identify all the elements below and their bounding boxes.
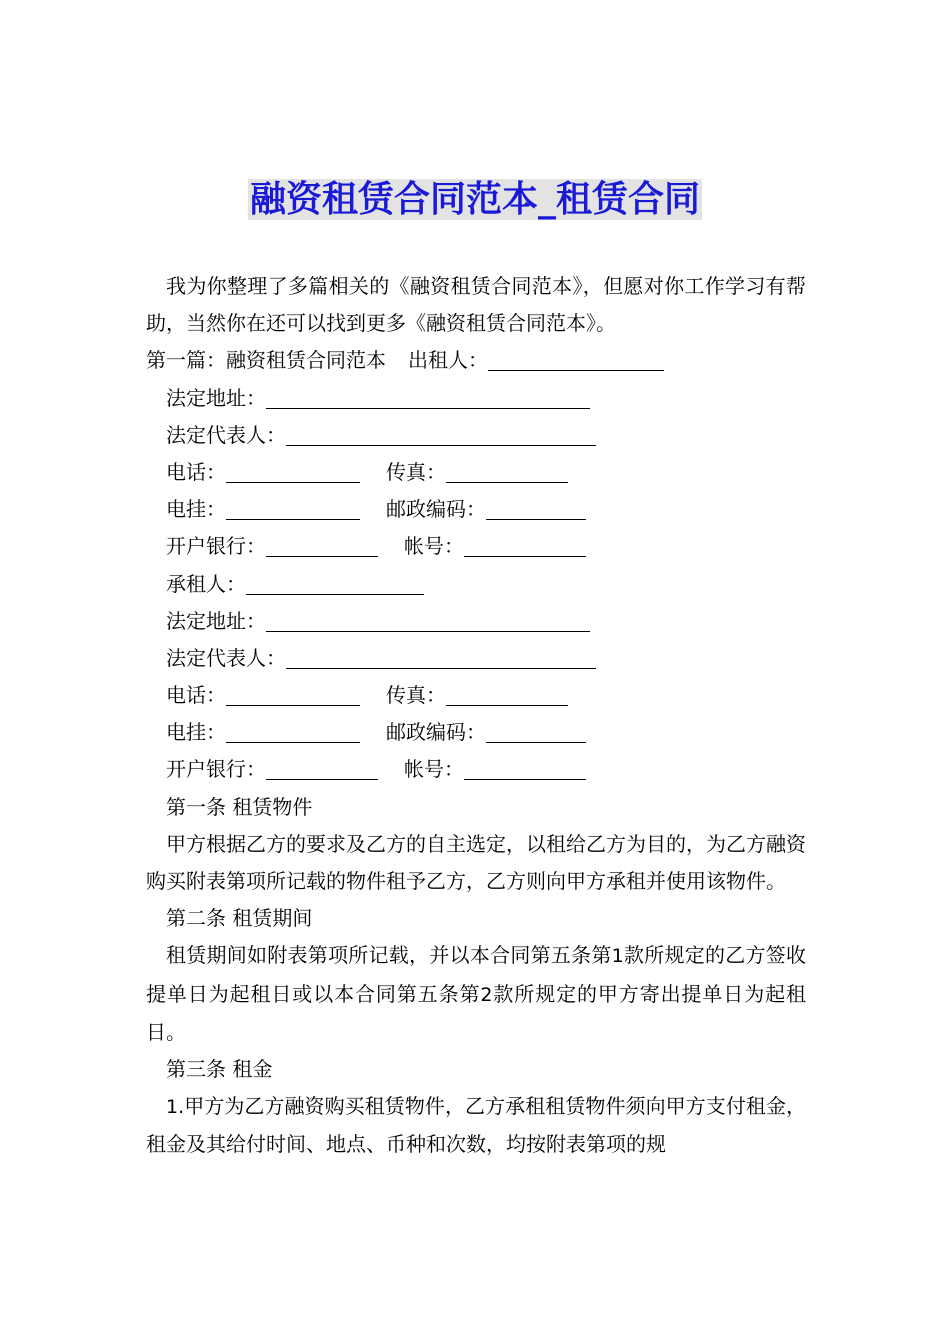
lessor-address-line <box>146 380 806 417</box>
lessor-phone-line <box>146 454 806 491</box>
lessor-phone-label: 电话： <box>166 459 226 484</box>
article2-text <box>146 937 806 1051</box>
lessor-bank-blank <box>266 532 378 557</box>
lessee-fax-blank <box>446 681 568 706</box>
lessor-account-blank <box>464 532 586 557</box>
article3-heading: 第三条 租金 <box>166 1057 273 1082</box>
article1-text: 甲方根据乙方的要求及乙方的自主选定，以租给乙方为目的，为乙方融资购买附表第项所记载的物件租予乙方，乙方则向甲方承租并使用该物件。 <box>146 831 806 894</box>
lessee-telex-label: 电挂： <box>166 720 226 745</box>
lessee-address-line <box>146 603 806 640</box>
lessee-rep-line <box>146 640 806 677</box>
document-body <box>146 268 806 1164</box>
lessee-bank-line <box>146 751 806 788</box>
article2-num2: 2 <box>480 983 493 1006</box>
lessor-postcode-label: 邮政编码： <box>386 497 486 522</box>
lessor-telex-blank <box>226 495 360 520</box>
lessor-phone-blank <box>226 458 360 483</box>
lessee-rep-label: 法定代表人： <box>166 645 286 670</box>
lessee-fax-label: 传真： <box>386 683 446 708</box>
lessee-rep-blank <box>286 644 596 669</box>
article2-heading: 第二条 租赁期间 <box>166 906 313 931</box>
lessor-account-label: 帐号： <box>404 534 464 559</box>
lessee-address-blank <box>266 607 590 632</box>
lessee-telex-blank <box>226 718 360 743</box>
intro-paragraph: 我为你整理了多篇相关的《融资租赁合同范本》，但愿对你工作学习有帮助，当然你在还可以找到更多《融资租赁合同范本》。 <box>146 274 806 336</box>
lessee-account-label: 帐号： <box>404 757 464 782</box>
article2-text-c: 款所规定的甲方寄出提单日为起租日。 <box>146 981 807 1044</box>
title-text: 融资租赁合同范本_租赁合同 <box>249 179 700 220</box>
lessor-rep-blank <box>286 421 596 446</box>
lessor-bank-line <box>146 528 806 565</box>
article2-num1: 1 <box>611 945 624 968</box>
lessee-account-blank <box>464 755 586 780</box>
lessee-address-label: 法定地址： <box>166 608 266 633</box>
article2-text-b: 款所规定的乙方签收提单日为起租日或以本合同第五条第 <box>146 943 807 1006</box>
lessor-telex-label: 电挂： <box>166 497 226 522</box>
lessee-postcode-label: 邮政编码： <box>386 720 486 745</box>
lessor-bank-label: 开户银行： <box>166 534 266 559</box>
part1-heading-line <box>146 342 806 379</box>
lessor-postcode-blank <box>486 495 586 520</box>
lessor-fax-label: 传真： <box>386 459 446 484</box>
article1-heading: 第一条 租赁物件 <box>166 794 313 819</box>
lessee-bank-label: 开户银行： <box>166 757 266 782</box>
lessor-telex-line <box>146 491 806 528</box>
lessee-label: 承租人： <box>166 571 246 596</box>
lessee-line <box>146 566 806 603</box>
part1-heading: 第一篇：融资租赁合同范本 <box>146 348 386 373</box>
lessee-bank-blank <box>266 755 378 780</box>
lessee-phone-line <box>146 677 806 714</box>
lessor-fax-blank <box>446 458 568 483</box>
lessee-phone-blank <box>226 681 360 706</box>
article3-text-body: 甲方为乙方融资购买租赁物件，乙方承租租赁物件须向甲方支付租金，租金及其给付时间、地点、币种和次数，均按附表第项的规 <box>146 1094 806 1157</box>
document-title <box>0 176 950 224</box>
article3-text <box>146 1088 806 1163</box>
lessor-name-blank <box>488 346 664 371</box>
lessor-rep-line <box>146 417 806 454</box>
article3-num: 1. <box>166 1096 185 1119</box>
lessor-address-label: 法定地址： <box>166 385 266 410</box>
lessee-name-blank <box>246 570 424 595</box>
lessee-postcode-blank <box>486 718 586 743</box>
lessor-address-blank <box>266 384 590 409</box>
article2-text-a: 租赁期间如附表第项所记载，并以本合同第五条第 <box>166 943 612 968</box>
lessor-rep-label: 法定代表人： <box>166 422 286 447</box>
lessee-telex-line <box>146 714 806 751</box>
lessor-label: 出租人： <box>408 348 488 373</box>
lessee-phone-label: 电话： <box>166 683 226 708</box>
